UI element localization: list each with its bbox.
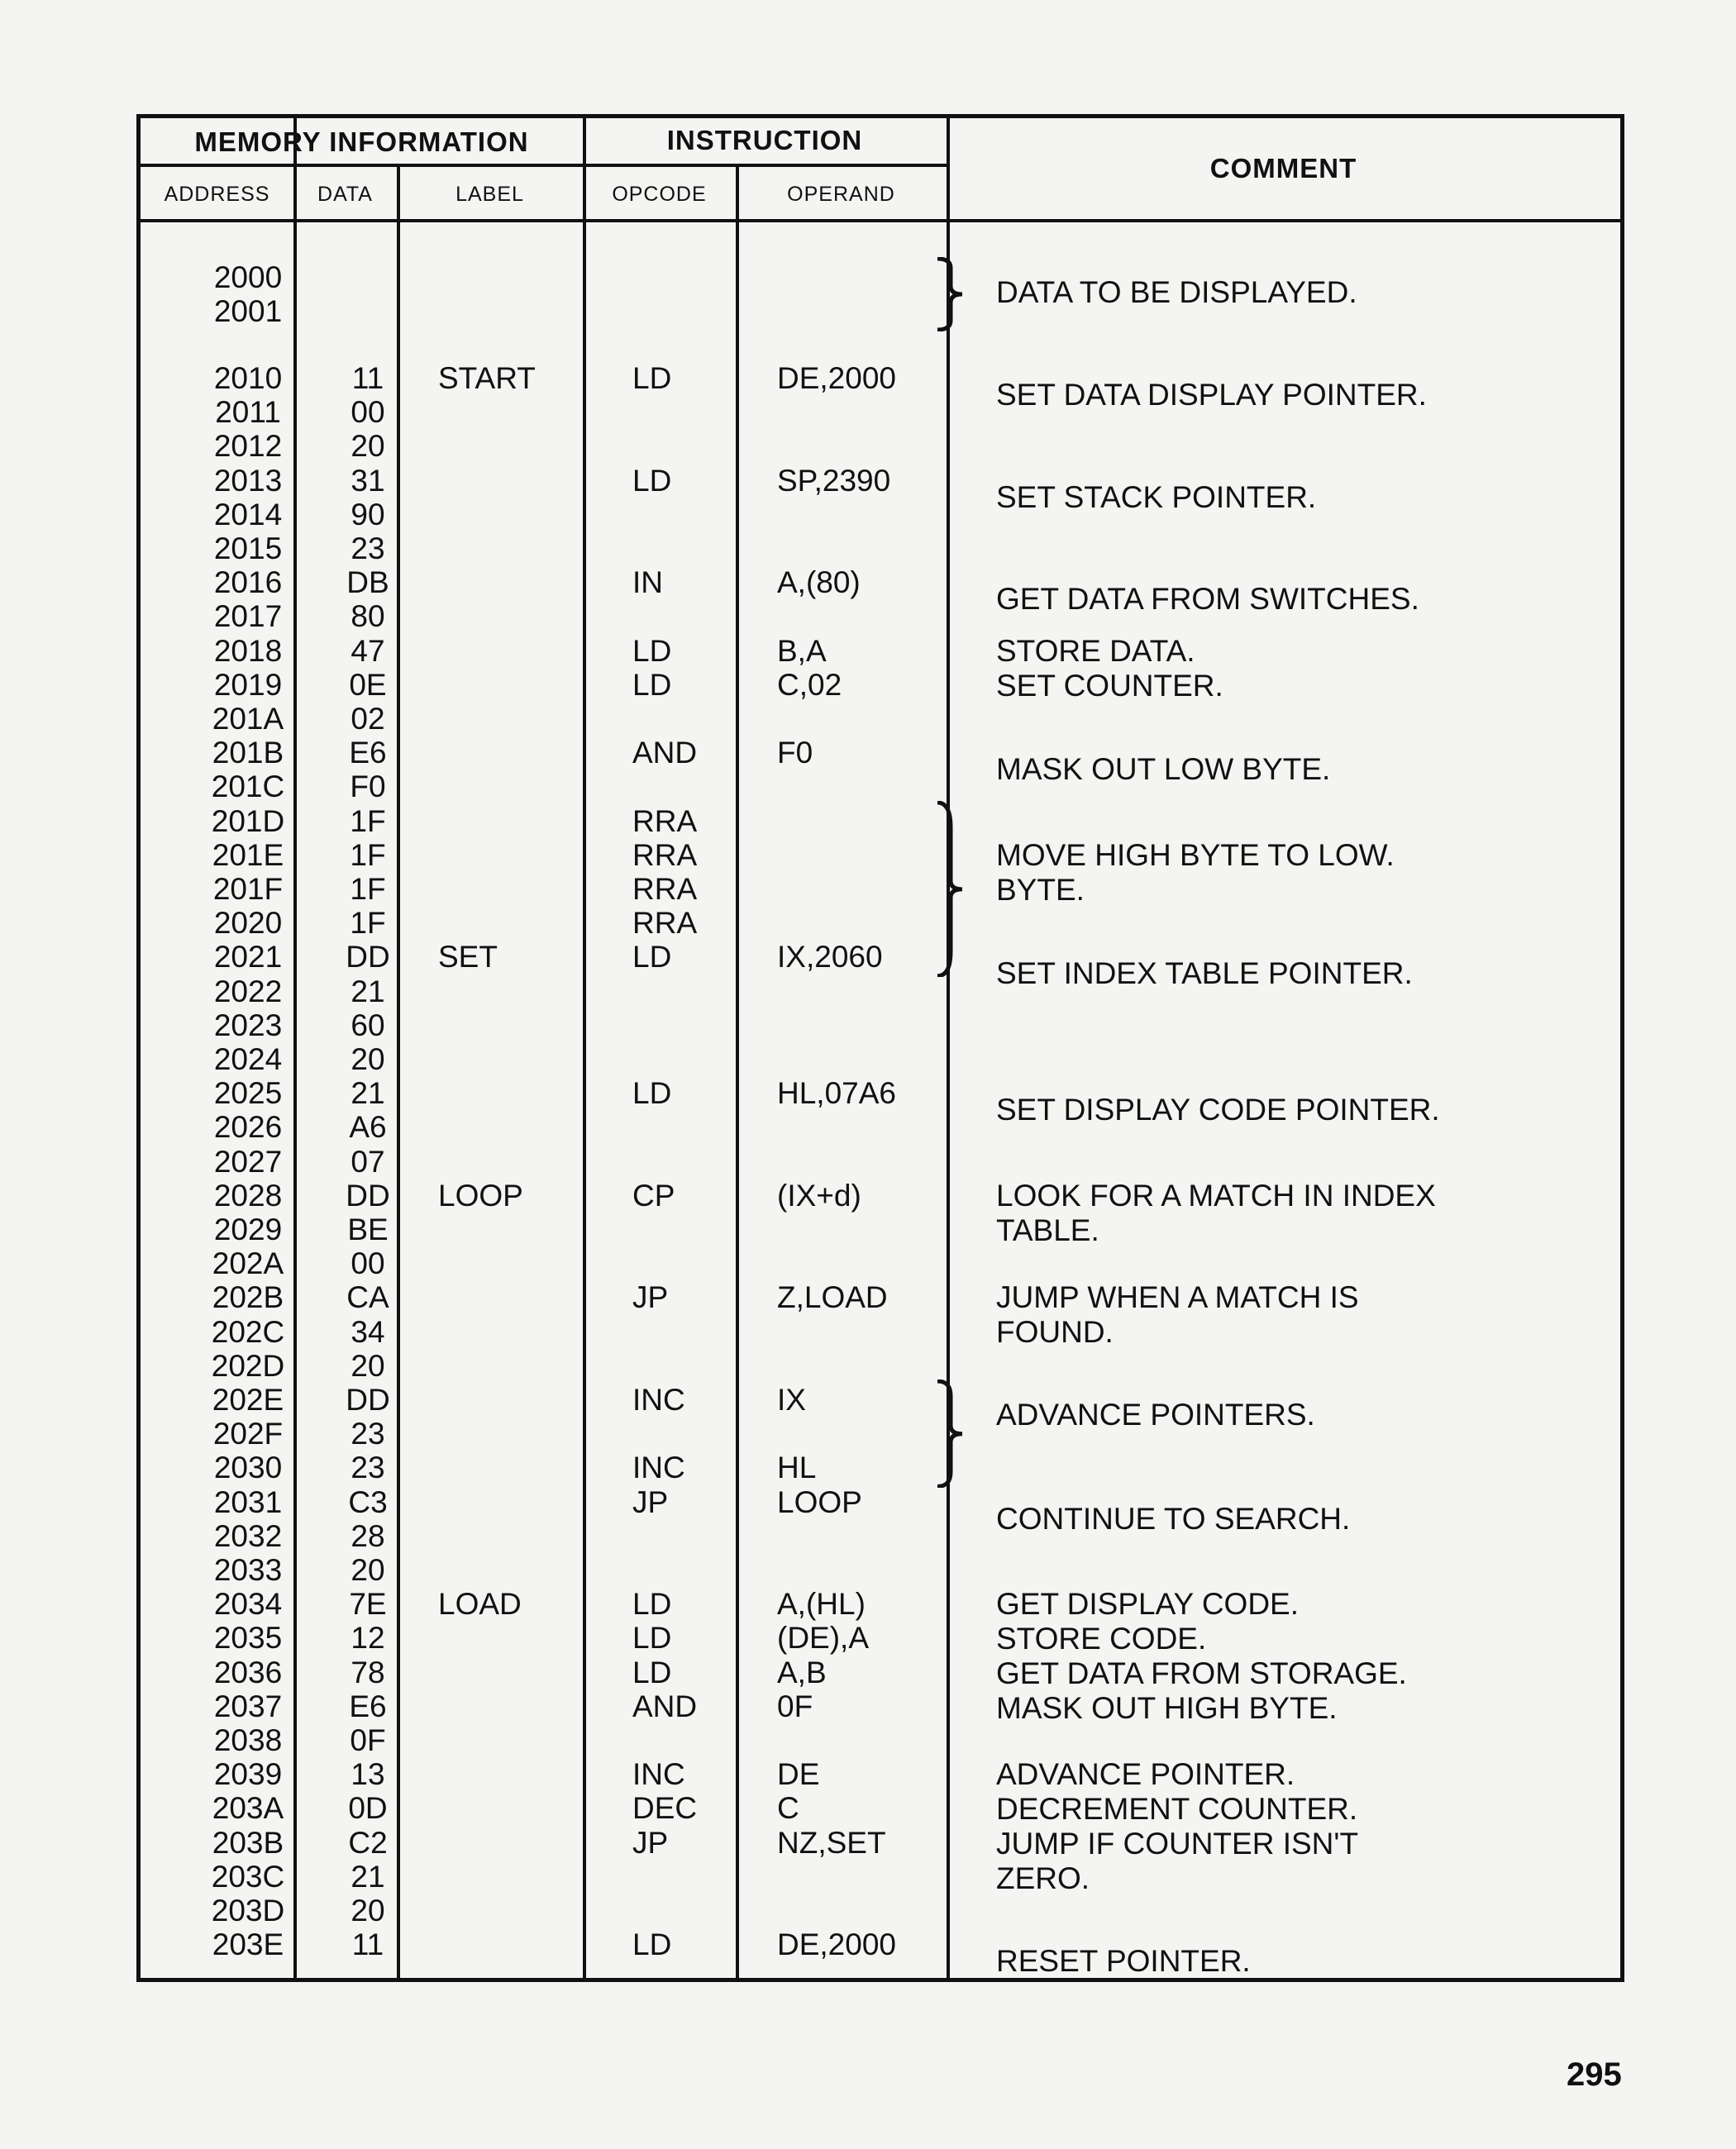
operand-cell: F0 (777, 736, 813, 770)
operand-cell: Z,LOAD (777, 1280, 888, 1315)
data-cell: 1F (350, 803, 386, 838)
curly-brace-icon (934, 257, 975, 331)
address-cell: 2030 (213, 1451, 283, 1485)
data-cell: 80 (351, 599, 385, 634)
data-cell: 0E (349, 667, 387, 702)
label-cell: LOOP (438, 1178, 523, 1213)
opcode-cell: LD (632, 1076, 672, 1111)
comment-line: BYTE. (996, 872, 1085, 907)
table-row (141, 429, 1620, 463)
comment-line: DECREMENT COUNTER. (996, 1792, 1358, 1827)
operand-cell: DE,2000 (777, 1927, 896, 1962)
address-cell: 2023 (213, 1008, 283, 1042)
data-cell: 47 (351, 633, 385, 668)
comment-block (996, 1093, 1608, 1127)
header-label: LABEL (455, 183, 524, 206)
comment-line: MASK OUT HIGH BYTE. (996, 1691, 1338, 1726)
operand-cell: LOOP (777, 1484, 862, 1519)
header-divider-upper (141, 164, 947, 167)
header-operand: OPERAND (787, 183, 895, 206)
comment-line: SET DATA DISPLAY POINTER. (996, 378, 1427, 412)
opcode-cell: RRA (632, 837, 698, 872)
comment-line: JUMP IF COUNTER ISN'T (996, 1827, 1359, 1861)
operand-cell: B,A (777, 633, 827, 668)
data-cell: C3 (348, 1484, 388, 1519)
comment-line: TABLE. (996, 1213, 1099, 1247)
opcode-cell: LD (632, 1927, 672, 1962)
operand-cell: DE (777, 1757, 820, 1792)
opcode-cell: INC (632, 1451, 685, 1485)
address-cell: 2035 (213, 1621, 283, 1656)
address-cell: 2036 (213, 1655, 283, 1689)
address-cell: 201B (212, 736, 284, 770)
data-cell: 23 (351, 1451, 385, 1485)
data-cell: CA (346, 1280, 389, 1315)
data-cell: 13 (351, 1757, 385, 1792)
comment-block (996, 956, 1608, 991)
operand-cell: HL,07A6 (777, 1076, 896, 1111)
data-cell: 21 (351, 1859, 385, 1894)
data-cell: 21 (351, 974, 385, 1008)
comment-line: STORE DATA. (996, 633, 1195, 668)
data-cell: E6 (349, 1689, 387, 1723)
data-cell: 20 (351, 1553, 385, 1587)
comment-line: GET DATA FROM STORAGE. (996, 1656, 1407, 1691)
data-cell: 02 (351, 702, 385, 736)
comment-line: GET DATA FROM SWITCHES. (996, 582, 1419, 617)
comment-block (996, 480, 1608, 515)
opcode-cell: INC (632, 1383, 685, 1417)
curly-brace-icon (934, 801, 975, 978)
address-cell: 203C (211, 1859, 285, 1894)
comment-line: SET COUNTER. (996, 668, 1223, 703)
operand-cell: (IX+d) (777, 1178, 861, 1213)
table-row (141, 1349, 1620, 1383)
opcode-cell: LD (632, 1655, 672, 1689)
data-cell: 20 (351, 1348, 385, 1383)
operand-cell: IX (777, 1383, 806, 1417)
label-cell: START (438, 361, 536, 395)
operand-cell: NZ,SET (777, 1825, 886, 1860)
opcode-cell: IN (632, 565, 663, 600)
address-cell: 201A (212, 702, 284, 736)
data-cell: 12 (351, 1621, 385, 1656)
table-row (141, 531, 1620, 565)
opcode-cell: LD (632, 1587, 672, 1622)
address-cell: 202D (211, 1348, 285, 1383)
operand-cell: DE,2000 (777, 361, 896, 395)
data-cell: 90 (351, 497, 385, 531)
opcode-cell: LD (632, 940, 672, 974)
address-cell: 201D (211, 803, 285, 838)
address-cell: 2011 (215, 395, 281, 430)
table-row (141, 1145, 1620, 1179)
opcode-cell: LD (632, 1621, 672, 1656)
opcode-cell: RRA (632, 872, 698, 906)
curly-brace-icon (934, 1379, 975, 1488)
address-cell: 202C (211, 1314, 285, 1349)
page-number: 295 (1567, 2056, 1622, 2093)
address-cell: 2039 (213, 1757, 283, 1792)
data-cell: 00 (351, 1246, 385, 1281)
data-cell: 23 (351, 531, 385, 565)
comment-block (996, 1587, 1608, 1726)
comment-line: DATA TO BE DISPLAYED. (996, 275, 1357, 309)
address-cell: 2029 (213, 1213, 283, 1246)
address-cell: 2014 (213, 497, 283, 531)
comment-line: GET DISPLAY CODE. (996, 1587, 1300, 1622)
comment-line: SET DISPLAY CODE POINTER. (996, 1093, 1440, 1127)
data-cell: DD (346, 1178, 390, 1213)
data-cell: DD (346, 1383, 390, 1417)
data-cell: 31 (351, 463, 385, 498)
opcode-cell: RRA (632, 906, 698, 941)
data-cell: 7E (349, 1587, 387, 1622)
comment-block (996, 634, 1608, 703)
comment-line: LOOK FOR A MATCH IN INDEX (996, 1178, 1436, 1213)
data-cell: 34 (351, 1314, 385, 1349)
header-data: DATA (317, 183, 373, 206)
data-cell: E6 (349, 736, 387, 770)
table-row (141, 1042, 1620, 1076)
address-cell: 2031 (213, 1484, 283, 1519)
data-cell: 07 (351, 1144, 385, 1179)
table-row (141, 1246, 1620, 1280)
data-cell: 21 (351, 1076, 385, 1111)
operand-cell: C,02 (777, 667, 842, 702)
comment-line: FOUND. (996, 1315, 1114, 1350)
comment-block (996, 1944, 1608, 1979)
operand-cell: A,(HL) (777, 1587, 866, 1622)
data-cell: 20 (351, 1042, 385, 1076)
comment-line: MASK OUT LOW BYTE. (996, 752, 1331, 787)
table-row (141, 1451, 1620, 1484)
address-cell: 2022 (213, 974, 283, 1008)
data-cell: F0 (350, 770, 386, 804)
address-cell: 2034 (213, 1587, 283, 1622)
address-cell: 2026 (213, 1110, 283, 1145)
address-cell: 2013 (213, 463, 283, 498)
comment-line: SET STACK POINTER. (996, 479, 1317, 514)
address-cell: 201F (212, 872, 284, 906)
address-cell: 202A (212, 1246, 284, 1281)
table-row (141, 1553, 1620, 1587)
comment-line: ZERO. (996, 1861, 1090, 1896)
data-cell: 11 (351, 361, 384, 395)
table-row (141, 804, 1620, 838)
comment-block (996, 1398, 1608, 1432)
comment-block (996, 1757, 1608, 1896)
label-cell: LOAD (438, 1587, 522, 1622)
data-cell: 60 (351, 1008, 385, 1042)
data-cell: A6 (349, 1110, 387, 1145)
comment-line: ADVANCE POINTERS. (996, 1398, 1315, 1432)
data-cell: 00 (351, 395, 385, 430)
opcode-cell: RRA (632, 803, 698, 838)
comment-block (996, 1280, 1608, 1350)
address-cell: 2001 (213, 294, 283, 328)
comment-line: JUMP WHEN A MATCH IS (996, 1280, 1359, 1315)
data-cell: 28 (351, 1518, 385, 1553)
address-cell: 203E (212, 1927, 284, 1962)
header-opcode: OPCODE (612, 183, 707, 206)
table-row (141, 1723, 1620, 1757)
data-cell: 78 (351, 1655, 385, 1689)
opcode-cell: AND (632, 1689, 698, 1723)
comment-line: STORE CODE. (996, 1622, 1207, 1656)
comment-block (996, 752, 1608, 787)
opcode-cell: DEC (632, 1791, 698, 1826)
opcode-cell: AND (632, 736, 698, 770)
address-cell: 2015 (213, 531, 283, 565)
comment-block (996, 582, 1608, 617)
address-cell: 2010 (213, 361, 283, 395)
comment-line: CONTINUE TO SEARCH. (996, 1501, 1351, 1536)
address-cell: 2021 (213, 940, 283, 974)
address-cell: 203A (212, 1791, 284, 1826)
operand-cell: HL (777, 1451, 817, 1485)
comment-line: RESET POINTER. (996, 1944, 1251, 1979)
data-cell: DD (346, 940, 390, 974)
header-comment: COMMENT (1209, 153, 1357, 183)
address-cell: 203D (211, 1894, 285, 1927)
data-cell: 11 (351, 1927, 384, 1962)
opcode-cell: INC (632, 1757, 685, 1792)
address-cell: 203B (212, 1825, 284, 1860)
comment-block (996, 838, 1608, 908)
data-cell: 0F (350, 1723, 386, 1757)
operand-cell: A,(80) (777, 565, 861, 600)
opcode-cell: LD (632, 633, 672, 668)
data-cell: BE (347, 1213, 389, 1246)
address-cell: 2016 (213, 565, 283, 600)
data-cell: 20 (351, 1894, 385, 1927)
address-cell: 2038 (213, 1723, 283, 1757)
address-cell: 2028 (213, 1178, 283, 1213)
operand-cell: (DE),A (777, 1621, 869, 1656)
opcode-cell: JP (632, 1825, 669, 1860)
label-cell: SET (438, 940, 498, 974)
opcode-cell: CP (632, 1178, 675, 1213)
operand-cell: C (777, 1791, 799, 1826)
address-cell: 202B (212, 1280, 284, 1315)
address-cell: 201E (212, 837, 284, 872)
data-cell: 0D (348, 1791, 388, 1826)
data-cell: C2 (348, 1825, 388, 1860)
address-cell: 2037 (213, 1689, 283, 1723)
data-cell: 20 (351, 429, 385, 464)
header-instruction: INSTRUCTION (666, 125, 863, 155)
opcode-cell: JP (632, 1484, 669, 1519)
address-cell: 2012 (213, 429, 283, 464)
header-address: ADDRESS (164, 183, 270, 206)
address-cell: 202F (212, 1417, 284, 1451)
address-cell: 201C (211, 770, 285, 804)
comment-line: MOVE HIGH BYTE TO LOW. (996, 837, 1395, 872)
address-cell: 2000 (213, 260, 283, 294)
data-cell: 23 (351, 1417, 385, 1451)
operand-cell: 0F (777, 1689, 813, 1723)
table-row (141, 1894, 1620, 1927)
program-listing-table (136, 114, 1624, 1982)
address-cell: 2018 (213, 633, 283, 668)
operand-cell: A,B (777, 1655, 827, 1689)
operand-cell: SP,2390 (777, 463, 891, 498)
comment-line: SET INDEX TABLE POINTER. (996, 956, 1413, 991)
comment-block (996, 1179, 1608, 1248)
comment-block (996, 1502, 1608, 1537)
header-divider-lower (141, 219, 1620, 222)
data-cell: DB (346, 565, 389, 600)
opcode-cell: LD (632, 361, 672, 395)
address-cell: 2024 (213, 1042, 283, 1076)
address-cell: 2020 (213, 906, 283, 941)
table-row (141, 906, 1620, 940)
operand-cell: IX,2060 (777, 940, 883, 974)
address-cell: 2032 (213, 1518, 283, 1553)
comment-line: ADVANCE POINTER. (996, 1757, 1295, 1792)
address-cell: 2033 (213, 1553, 283, 1587)
opcode-cell: LD (632, 667, 672, 702)
address-cell: 2019 (213, 667, 283, 702)
data-cell: 1F (350, 872, 386, 906)
table-row (141, 1008, 1620, 1042)
address-cell: 202E (212, 1383, 284, 1417)
opcode-cell: LD (632, 463, 672, 498)
header-memory-information: MEMORY INFORMATION (194, 126, 529, 157)
address-cell: 2017 (213, 599, 283, 634)
comment-block (996, 275, 1608, 310)
data-cell: 1F (350, 906, 386, 941)
comment-block (996, 378, 1608, 412)
address-cell: 2025 (213, 1076, 283, 1111)
opcode-cell: JP (632, 1280, 669, 1315)
address-cell: 2027 (213, 1144, 283, 1179)
table-row (141, 702, 1620, 736)
data-cell: 1F (350, 837, 386, 872)
